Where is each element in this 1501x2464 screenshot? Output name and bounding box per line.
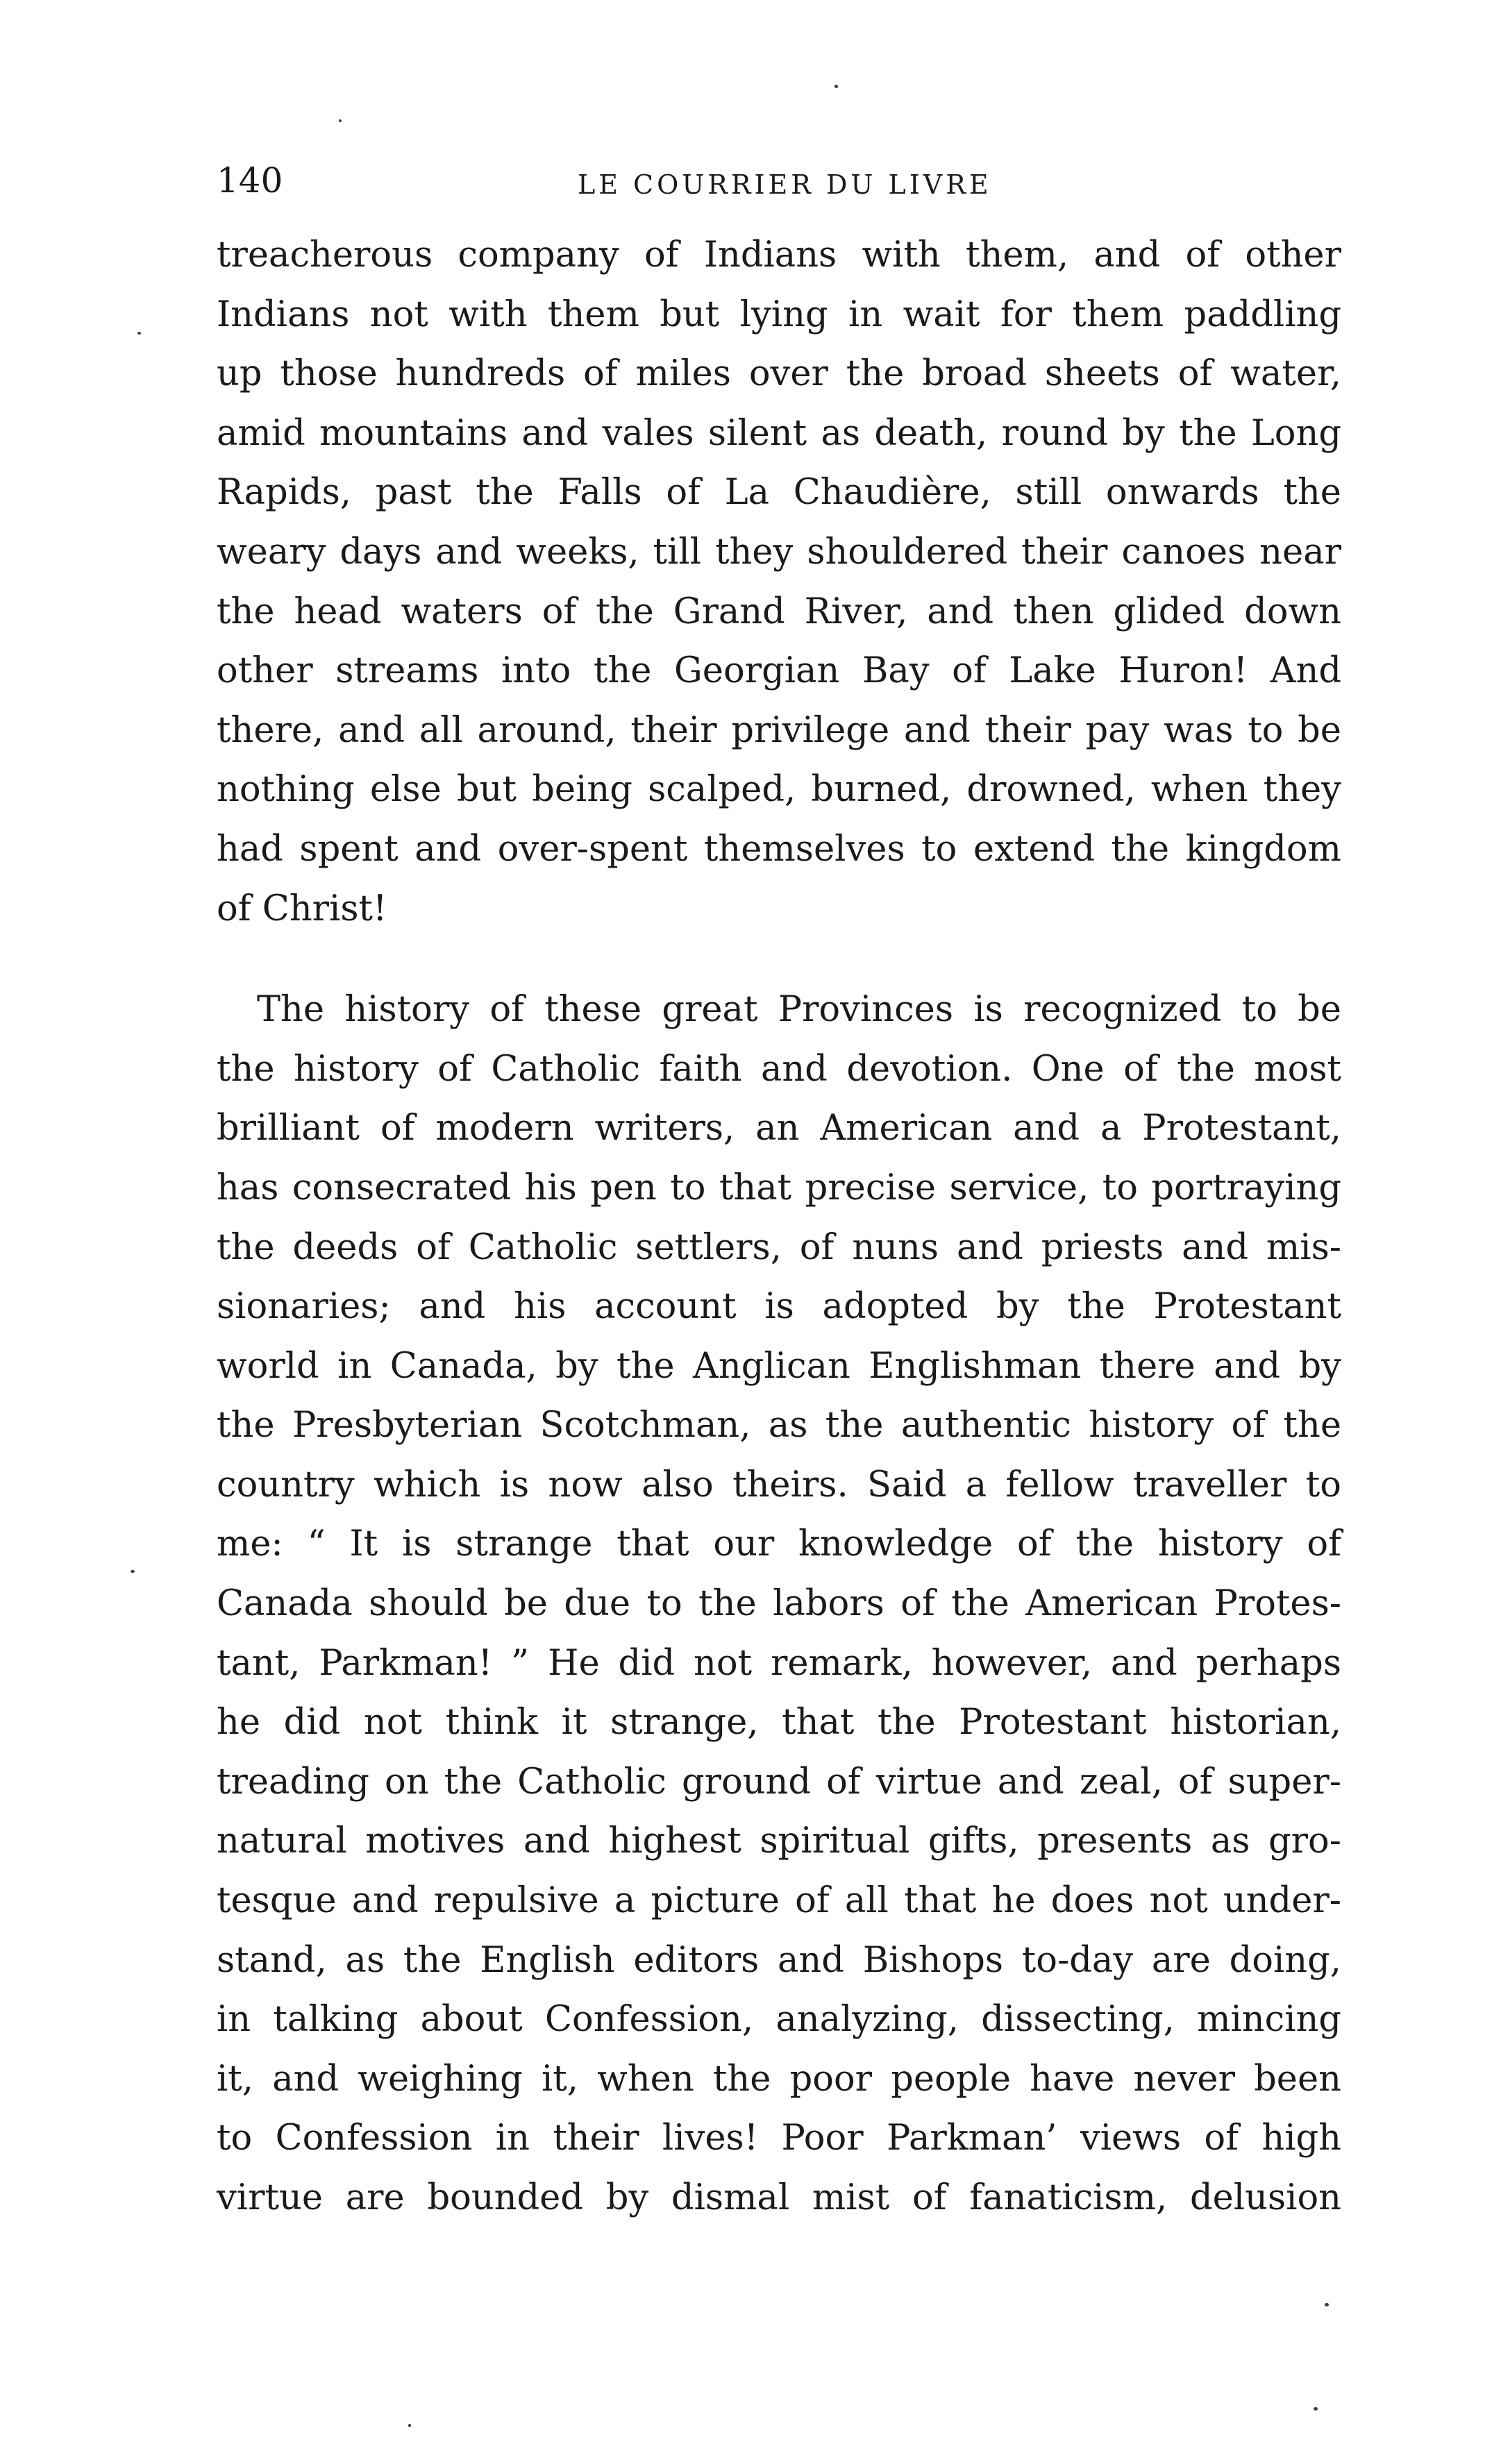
text-line: the Presbyterian Scotchman, as the authentic history of the xyxy=(217,1405,1341,1446)
running-title: LE COURRIER DU LIVRE xyxy=(578,169,992,200)
text-line: treacherous company of Indians with them, and of other xyxy=(217,235,1341,276)
text-line: world in Canada, by the Anglican Englishman there and by xyxy=(217,1345,1341,1387)
text-line: there, and all around, their privilege and their pay was to be xyxy=(217,709,1341,751)
print-speck xyxy=(131,1570,135,1573)
text-line: to Confession in their lives! Poor Parkman’ views of high xyxy=(217,2118,1341,2159)
running-head xyxy=(217,153,1341,208)
text-line: he did not think it strange, that the Protestant historian, xyxy=(217,1702,1341,1744)
text-line: Canada should be due to the labors of the American Protes- xyxy=(217,1583,1341,1625)
print-speck xyxy=(1314,2407,1318,2411)
text-line: natural motives and highest spiritual gifts, presents as gro- xyxy=(217,1821,1341,1862)
page-number: 140 xyxy=(217,160,283,201)
print-speck xyxy=(137,332,141,335)
text-line: country which is now also theirs. Said a fellow traveller to xyxy=(217,1464,1341,1505)
body-text xyxy=(217,226,1341,2228)
paragraph-break xyxy=(217,938,1341,980)
text-line: in talking about Confession, analyzing, dissecting, mincing xyxy=(217,1999,1341,2041)
text-line: the deeds of Catholic settlers, of nuns and priests and mis- xyxy=(217,1226,1341,1268)
text-line: the history of Catholic faith and devotion. One of the most xyxy=(217,1048,1341,1090)
text-line: brilliant of modern writers, an American and a Protestant, xyxy=(217,1108,1341,1149)
text-line: up those hundreds of miles over the broad sheets of water, xyxy=(217,353,1341,395)
paragraph-2 xyxy=(217,980,1341,2227)
print-speck xyxy=(1325,2303,1329,2306)
text-line: The history of these great Provinces is recognized to be xyxy=(257,989,1341,1031)
text-line: treading on the Catholic ground of virtue and zeal, of super- xyxy=(217,1761,1341,1803)
text-line: virtue are bounded by dismal mist of fanaticism, delusion xyxy=(217,2177,1341,2218)
text-line: other streams into the Georgian Bay of Lake Huron! And xyxy=(217,650,1341,692)
text-line: the head waters of the Grand River, and then glided down xyxy=(217,591,1341,632)
text-line: tant, Parkman! ” He did not remark, however, and perhaps xyxy=(217,1642,1341,1684)
text-line: Indians not with them but lying in wait for them paddling xyxy=(217,294,1341,335)
text-line: of Christ! xyxy=(217,888,387,929)
text-line: amid mountains and vales silent as death, round by the Long xyxy=(217,412,1341,454)
text-line: me: “ It is strange that our knowledge of the history of xyxy=(217,1524,1341,1565)
print-speck xyxy=(408,2424,411,2427)
text-line: had spent and over-spent themselves to extend the kingdom xyxy=(217,828,1341,870)
text-line: tesque and repulsive a picture of all that he does not under- xyxy=(217,1880,1341,1922)
text-line: Rapids, past the Falls of La Chaudière, still onwards the xyxy=(217,472,1341,514)
paragraph-1 xyxy=(217,226,1341,938)
text-line: sionaries; and his account is adopted by the Protestant xyxy=(217,1286,1341,1328)
text-line: stand, as the English editors and Bishops to-day are doing, xyxy=(217,1939,1341,1981)
print-speck xyxy=(339,119,342,122)
print-speck xyxy=(835,85,838,88)
text-line: nothing else but being scalped, burned, drowned, when they xyxy=(217,769,1341,811)
text-line: it, and weighing it, when the poor people have never been xyxy=(217,2058,1341,2100)
text-line: has consecrated his pen to that precise service, to portraying xyxy=(217,1167,1341,1208)
text-line: weary days and weeks, till they shouldered their canoes near xyxy=(217,531,1341,573)
